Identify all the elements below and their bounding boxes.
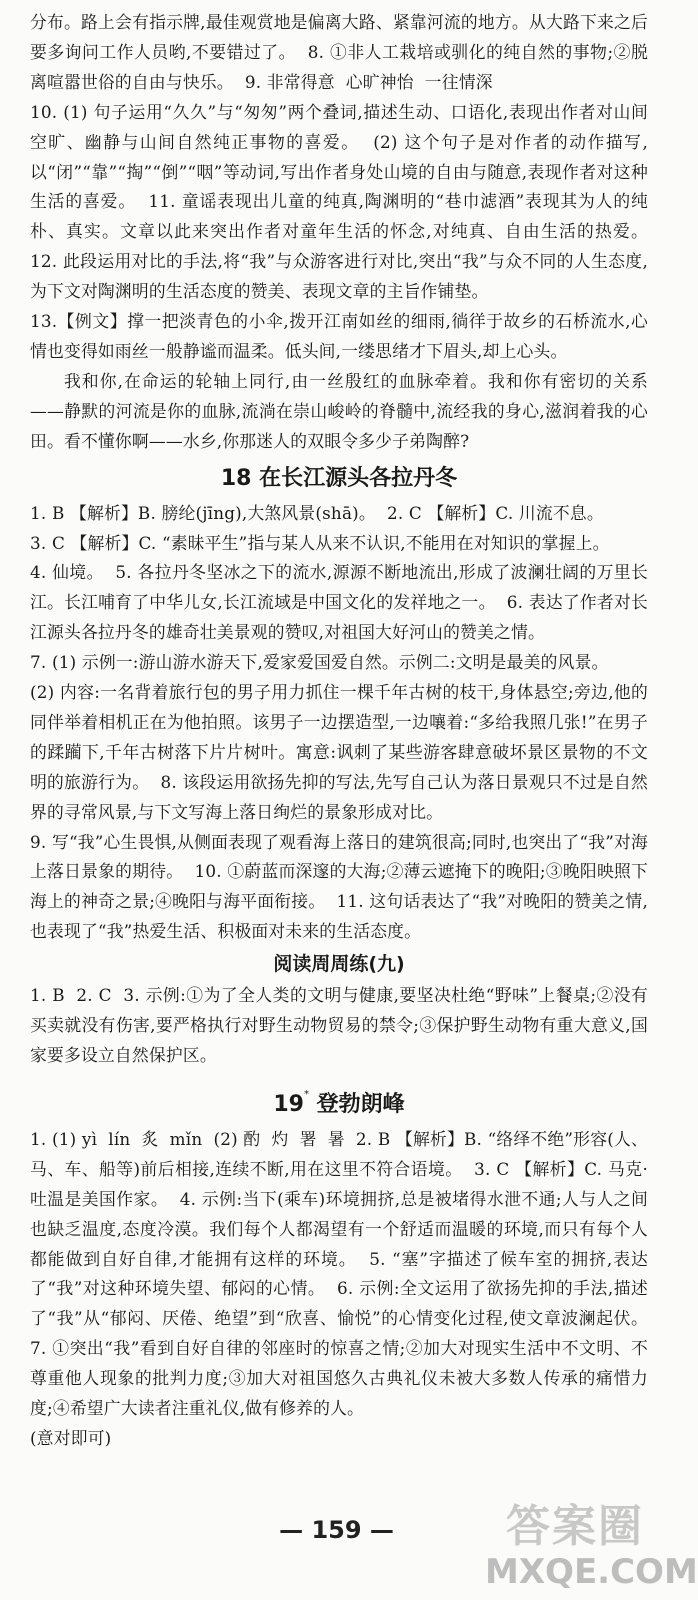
watermark-logo [485, 1500, 698, 1596]
optional-mark: * [303, 1088, 309, 1100]
answer-paragraph: 1. B 【解析】B. 膀纶(jīng),大煞风景(shā)。 2. C 【解析】C. 川流不息。 [30, 502, 604, 523]
answer-paragraph: 9. 写“我”心生畏惧,从侧面表现了观看海上落日的建筑很高;同时,也突出了“我”对海上落日景象的期待。 10. ①蔚蓝而深邃的大海;②薄云遮掩下的晚阳;③晚阳映照下海上的神奇之景;④晚阳与海平面衔接。 11. 这句话表达了“我”对晚阳的赞美之情,也表现了“我”热爱生活、积极面对未来的生活态度。 [30, 831, 648, 942]
section-number: 19 [273, 1091, 304, 1117]
answer-paragraph: 4. 仙境。 5. 各拉丹冬坚冰之下的流水,源源不断地流出,形成了波澜壮阔的万里长江。长江哺育了中华儿女,长江流域是中国文化的发祥地之一。 6. 表达了作者对长江源头各拉丹冬的雄奇壮美景观的赞叹,对祖国大好河山的赞美之情。 [30, 562, 648, 643]
reading-week-title: 阅读周周练(九) [273, 953, 405, 976]
answer-paragraph: 13.【例文】撑一把淡青色的小伞,拨开江南如丝的细雨,徜徉于故乡的石桥流水,心情也变得如雨丝一般静谧而温柔。低头间,一缕思绪才下眉头,却上心头。 [30, 311, 648, 361]
answer-paragraph: 1. B 2. C 3. 示例:①为了全人类的文明与健康,要坚决杜绝“野味”上餐桌;②没有买卖就没有伤害,要严格执行对野生动物贸易的禁令;③保护野生动物有重大意义,国家要多设立自然保护区。 [30, 985, 648, 1065]
answer-note: (意对即可) [30, 1427, 112, 1448]
page-number: — 159 — [279, 1516, 394, 1544]
section-19-title [30, 1075, 648, 1125]
watermark-url-text: MXQE.COM [485, 1552, 698, 1592]
answer-paragraph: (2) 内容:一名背着旅行包的男子用力抓住一棵千年古树的枝干,身体悬空;旁边,他的同伴举着相机正在为他拍照。该男子一边摆造型,一边嚷着:“多给我照几张!”在男子的蹂躏下,千年古树落下片片树叶。寓意:讽刺了某些游客肆意破坏景区景物的不文明的旅游行为。 8. 该段运用欲扬先抑的写法,先写自己认为落日景观只不过是自然界的寻常风景,与下文写海上落日绚烂的景象形成对比。 [30, 682, 648, 822]
answer-page [30, 8, 660, 1454]
section-18-title: 18 在长江源头各拉丹冬 [220, 465, 458, 491]
watermark-top-text: 答案圈 [506, 1501, 644, 1552]
answer-paragraph: 分布。路上会有指示牌,最佳观赏地是偏离大路、紧靠河流的地方。从大路下来之后要多询问工作人员哟,不要错过了。 8. ①非人工栽培或驯化的纯自然的事物;②脱离喧嚣世俗的自由与快乐。 9. 非常得意 心旷神怡 一往情深 [30, 12, 648, 92]
answer-paragraph: 3. C 【解析】C. “素昧平生”指与某人从来不认识,不能用在对知识的掌握上。 [30, 532, 610, 553]
section-title-text: 登勃朗峰 [316, 1091, 405, 1117]
sample-essay-paragraph: 我和你,在命运的轮轴上同行,由一丝殷红的血脉牵着。我和你有密切的关系——静默的河流是你的血脉,流淌在崇山峻岭的脊髓中,流经我的身心,滋润着我的心田。看不懂你啊——水乡,你那迷人的双眼令多少子弟陶醉? [30, 370, 648, 451]
answer-paragraph: 1. (1) yì lín 炙 mǐn (2) 酌 灼 署 暑 2. B 【解析】B. “络绎不绝”形容(人、马、车、船等)前后相接,连续不断,用在这里不符合语境。 3. C 【解析】C. 马克·吐温是美国作家。 4. 示例:当下(乘车)环境拥挤,总是被堵得水泄不通;人与人之间也缺乏温度,态度冷漠。我们每个人都渴望有一个舒适而温暖的环境,而只有每个人都能做到自好自律,才能拥有这样的环境。 5. “塞”字描述了候车室的拥挤,表达了“我”对这种环境失望、郁闷的心情。 6. 示例:全文运用了欲扬先抑的手法,描述了“我”从“郁闷、厌倦、绝望”到“欣喜、愉悦”的心情变化过程,使文章波澜起伏。 7. ①突出“我”看到自好自律的邻座时的惊喜之情;②加大对现实生活中不文明、不尊重他人现象的批判力度;③加大对祖国悠久古典礼仪未被大多数人传承的痛惜力度;④希望广大读者注重礼仪,做有修养的人。 [30, 1128, 660, 1419]
answer-paragraph: 7. (1) 示例一:游山游水游天下,爱家爱国爱自然。示例二:文明是最美的风景。 [30, 652, 609, 673]
answer-paragraph: 10. (1) 句子运用“久久”与“匆匆”两个叠词,描述生动、口语化,表现出作者对山间空旷、幽静与山间自然纯正事物的喜爱。 (2) 这个句子是对作者的动作描写,以“闭”“靠”“掏”“倒”“咽”等动词,写出作者身处山境的自由与随意,表现作者对这种生活的喜爱。 11. 童谣表现出儿童的纯真,陶渊明的“巷巾滤酒”表现其为人的纯朴、真实。文章以此来突出作者对童年生活的怀念,对纯真、自由生活的热爱。 12. 此段运用对比的手法,将“我”与众游客进行对比,突出“我”与众不同的人生态度,为下文对陶渊明的生活态度的赞美、表现文章的主旨作铺垫。 [30, 101, 660, 302]
